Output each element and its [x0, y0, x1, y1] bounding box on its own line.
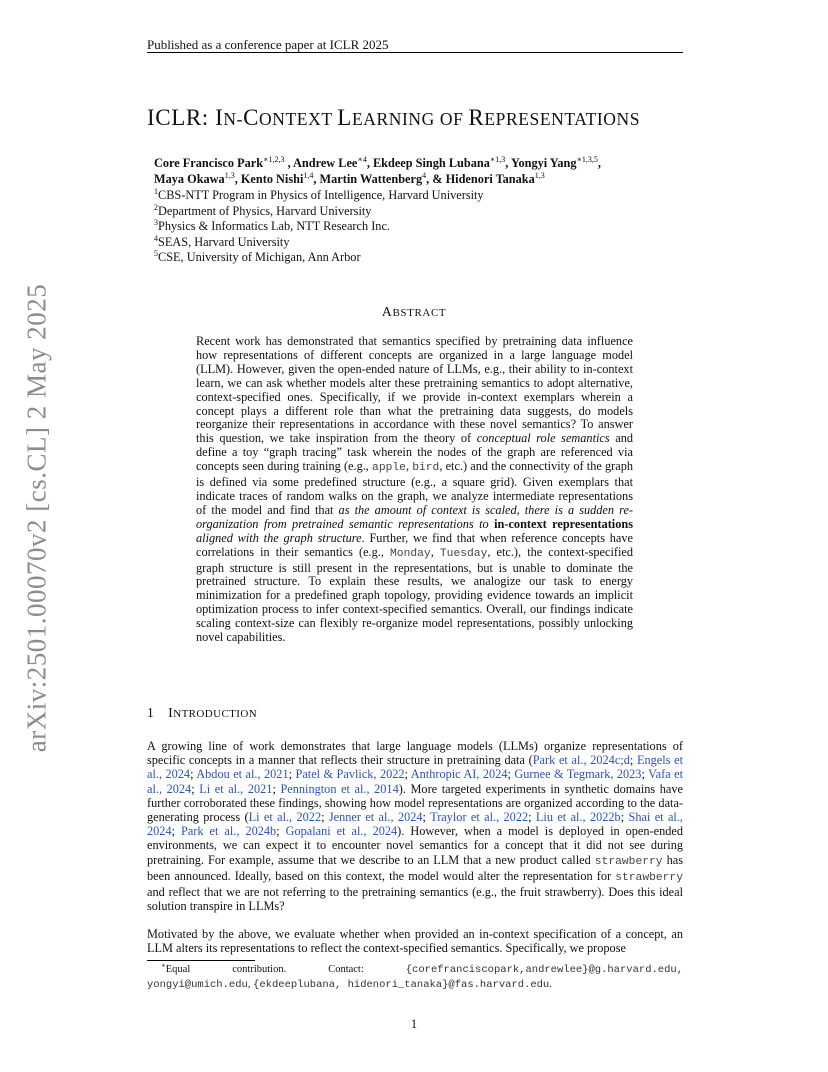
- header-rule: [147, 52, 683, 53]
- citation-link[interactable]: Park et al., 2024c;d: [532, 753, 630, 768]
- citation-link[interactable]: Anthropic AI, 2024: [410, 767, 508, 782]
- footnote-line-1: ∗Equal contribution. Contact: {corefranciscopark,andrewlee}@g.harvard.edu,: [161, 961, 683, 976]
- intro-paragraph-1: A growing line of work demonstrates that large language models (LLMs) organize representations of specific concepts in a manner that reflects their structure in pretraining data (Park et al., 2024c;d; Engels et al., 2024; Abdou et al., 2021; Patel & Pavlick, 2022; Anthropic AI, 2024; Gurnee & Tegmark, 2023; Vafa et al., 2024; Li et al., 2021; Pennington et al., 2014). More targeted experiments in synthetic domains have further corroborated these findings, showing how model representations are organized according to the data-generating process (Li et al., 2022; Jenner et al., 2024; Traylor et al., 2022; Liu et al., 2022b; Shai et al., 2024; Park et al., 2024b; Gopalani et al., 2024). However, when a model is deployed in open-ended environments, we can expect it to encounter novel semantics for a concept that it did not see during pretraining. For example, assume that we describe to an LLM that a new product called strawberry has been announced. Ideally, based on this context, the model would alter the representation for strawberry and reflect that we are not referring to the pretraining semantics (e.g., the fruit strawberry). Does this ideal solution transpire in LLMs?: [147, 739, 684, 914]
- abstract-heading: ABSTRACT: [381, 305, 447, 320]
- citation-link[interactable]: Park et al., 2024b: [181, 824, 277, 839]
- citation-link[interactable]: Liu et al., 2022b: [535, 810, 621, 825]
- affiliations: [154, 188, 484, 266]
- affiliation: $^4$SEAS, Harvard University: [154, 233, 290, 249]
- abstract-body: Recent work has demonstrated that semantics specified by pretraining data influence how representations of different concepts are organized in a large language model (LLM). However, given the open-ended nature of LLMs, e.g., their ability to in-context learn, we can ask whether models alter these pretraining semantics to adopt alternative, context-specified ones. Specifically, if we provide in-context exemplars wherein a concept plays a different role than what the pretraining data suggests, do models reorganize their representations in accordance with these novel semantics? To answer this question, we take inspiration from the theory of conceptual role semantics and define a toy “graph tracing” task wherein the nodes of the graph are referenced via concepts seen during training (e.g., apple, bird, etc.) and the connectivity of the graph is defined via some predefined structure (e.g., a square grid). Given exemplars that indicate traces of random walks on the graph, we analyze intermediate representations of the model and find that as the amount of context is scaled, there is a sudden re-organization from pretrained semantic representations to in-context representations aligned with the graph structure. Further, we find that when reference concepts have correlations in their semantics (e.g., Monday, Tuesday, etc.), the context-specified graph structure is still present in the representations, but is unable to dominate the pretrained structure. To explain these results, we analogize our task to energy minimization for a predefined graph topology, providing evidence towards an implicit optimization process to infer context-specified semantics. Overall, our findings indicate scaling context-size can flexibly re-organize model representations, possibly unlocking novel capabilities.: [196, 334, 634, 645]
- citation-link[interactable]: Jenner et al., 2024: [328, 810, 423, 825]
- arxiv-stamp: arXiv:2501.00070v2 [cs.CL] 2 May 2025: [21, 283, 52, 753]
- paper-title: ICLR: IN-CONTEXT LEARNING OF REPRESENTATIONS: [147, 105, 641, 130]
- affiliation: $^5$CSE, University of Michigan, Ann Arbor: [154, 248, 361, 264]
- citation-link[interactable]: Li et al., 2021: [199, 781, 273, 796]
- citation-link[interactable]: Shai et al., 2024: [147, 810, 683, 839]
- section-heading-introduction: 1 INTRODUCTION: [147, 705, 258, 721]
- citation-link[interactable]: Abdou et al., 2021: [196, 767, 289, 782]
- footnote: [147, 963, 683, 992]
- author-list: [154, 156, 694, 187]
- citation-link[interactable]: Engels et al., 2024: [147, 753, 684, 782]
- affiliation: $^1$CBS-NTT Program in Physics of Intelligence, Harvard University: [154, 186, 484, 202]
- citation-link[interactable]: Patel & Pavlick, 2022: [295, 767, 405, 782]
- author-line-1: Core Francisco Park$^{∗1,2,3}$ , Andrew Lee$^{∗4}$, Ekdeep Singh Lubana$^{∗1,3}$, Yongyi Yang$^{∗1,3,5}$,: [154, 154, 601, 170]
- intro-paragraph-2: Motivated by the above, we evaluate whether when provided an in-context specification of a concept, an LLM alters its representations to reflect the context-specified semantics. Specifically, we propose: [147, 927, 683, 956]
- affiliation: $^3$Physics & Informatics Lab, NTT Research Inc.: [154, 217, 390, 233]
- author-line-2: Maya Okawa$^{1,3}$, Kento Nishi$^{1,4}$, Martin Wattenberg$^4$, & Hidenori Tanaka$^{1,3}$: [154, 170, 545, 186]
- citation-link[interactable]: Traylor et al., 2022: [430, 810, 529, 825]
- citation-link[interactable]: Li et al., 2022: [248, 810, 322, 825]
- page-number: 1: [410, 1017, 418, 1031]
- citation-link[interactable]: Gurnee & Tegmark, 2023: [514, 767, 642, 782]
- citation-link[interactable]: Vafa et al., 2024: [147, 767, 683, 796]
- footnote-line-2: yongyi@umich.edu, {ekdeeplubana, hidenori_tanaka}@fas.harvard.edu.: [147, 978, 552, 991]
- affiliation: $^2$Department of Physics, Harvard University: [154, 202, 372, 218]
- running-header: Published as a conference paper at ICLR 2025: [147, 37, 389, 52]
- citation-link[interactable]: Gopalani et al., 2024: [285, 824, 398, 839]
- citation-link[interactable]: Pennington et al., 2014: [280, 781, 399, 796]
